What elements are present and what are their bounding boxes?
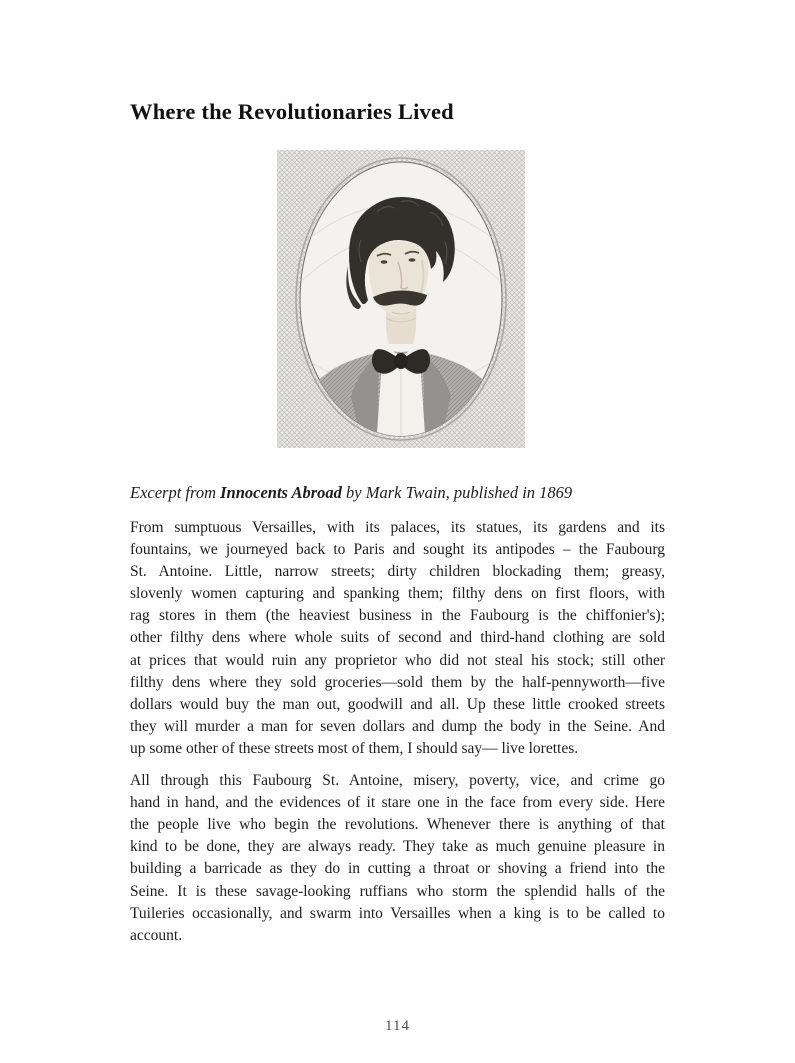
text-line: From sumptuous Versailles, with its palaces, its statues, its gardens and its xyxy=(130,519,665,536)
text-line: at prices that would ruin any proprietor who did not steal his stock; still other xyxy=(130,651,665,669)
text-line: fountains, we journeyed back to Paris and sought its antipodes – the Faubourg xyxy=(130,541,665,559)
body-text xyxy=(130,517,665,957)
text-line: slovenly women capturing and spanking them; filthy dens on first floors, with xyxy=(130,585,665,603)
caption-prefix: Excerpt from xyxy=(130,483,221,502)
text-line: other filthy dens where whole suits of second and third-hand clothing are sold xyxy=(130,629,665,647)
text-line: dollars would buy the man out, goodwill and all. Up these little crooked streets xyxy=(130,695,665,713)
text-line: they will murder a man for seven dollars and dump the body in the Seine. And xyxy=(130,717,665,735)
portrait-figure xyxy=(277,150,525,448)
mark-twain-portrait-image xyxy=(277,150,525,448)
page-number: 114 xyxy=(385,1018,410,1034)
text-line: St. Antoine. Little, narrow streets; dirty children blockading them; greasy, xyxy=(130,563,665,581)
text-line: rag stores in them (the heaviest business in the Faubourg is the chiffonier's); xyxy=(130,607,665,625)
text-line: filthy dens where they sold groceries—sold them by the half-pennyworth—five xyxy=(130,673,665,691)
text-line: All through this Faubourg St. Antoine, misery, poverty, vice, and crime go xyxy=(130,772,665,790)
text-line: hand in hand, and the evidences of it stare one in the face from every side. Here xyxy=(130,794,665,812)
text-line: kind to be done, they are always ready. They take as much genuine pleasure in xyxy=(130,838,665,856)
text-line: building a barricade as they do in cutting a throat or shoving a friend into the xyxy=(130,860,665,878)
text-line: account. xyxy=(130,926,183,944)
excerpt-caption xyxy=(130,483,665,503)
paragraph-2 xyxy=(130,770,665,947)
page-title: Where the Revolutionaries Lived xyxy=(130,99,454,124)
text-line: up some other of these streets most of them, I should say— live lorettes. xyxy=(130,739,579,757)
paragraph-1 xyxy=(130,517,665,760)
text-line: Seine. It is these savage-looking ruffians who storm the splendid halls of the xyxy=(130,882,665,900)
text-line: Tuileries occasionally, and swarm into Versailles when a king is to be called to xyxy=(130,904,665,922)
caption-suffix: by Mark Twain, published in 1869 xyxy=(341,483,573,502)
text-line: the people live who begin the revolutions. Whenever there is anything of that xyxy=(130,816,665,834)
caption-book-title: Innocents Abroad xyxy=(220,483,342,502)
